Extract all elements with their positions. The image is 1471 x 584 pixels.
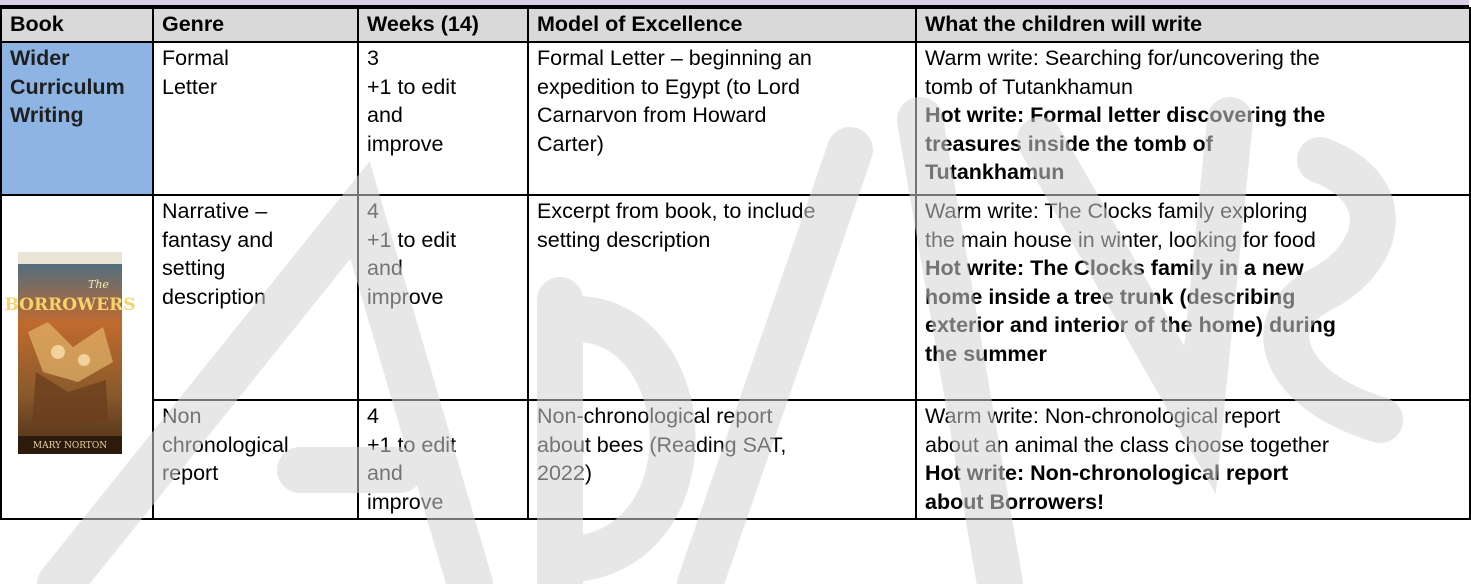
hot-write: Hot write: Non-chronological report about Borrowers! (925, 461, 1289, 514)
table-header-row (1, 8, 1470, 42)
genre-cell: Non chronological report (153, 400, 358, 519)
writing-plan-table (0, 7, 1471, 520)
write-cell (916, 42, 1470, 195)
genre-cell: Formal Letter (153, 42, 358, 195)
hot-write: Hot write: Formal letter discovering the treasures inside the tomb of Tutankhamun (925, 103, 1326, 184)
borrowers-book-cover-image (4, 252, 136, 454)
weeks-cell: 3 +1 to edit and improve (358, 42, 528, 195)
cover-the: The (88, 278, 109, 292)
warm-write: Warm write: Non-chronological report about an animal the class choose together (925, 404, 1329, 457)
warm-write: Warm write: Searching for/uncovering the tomb of Tutankhamun (925, 46, 1320, 99)
cover-author: MARY NORTON (32, 441, 108, 452)
cover-title: BORROWERS (4, 295, 136, 316)
table-row (1, 42, 1470, 195)
header-model: Model of Excellence (528, 8, 916, 42)
genre-cell: Narrative – fantasy and setting description (153, 195, 358, 400)
header-book: Book (1, 8, 153, 42)
write-cell (916, 195, 1470, 400)
book-cover-cell (1, 195, 153, 519)
header-children-write: What the children will write (916, 8, 1470, 42)
wider-curriculum-cell: Wider Curriculum Writing (1, 42, 153, 195)
hot-write: Hot write: The Clocks family in a new home inside a tree trunk (describing exterior and interior of the home) during the summer (925, 256, 1336, 366)
weeks-cell: 4 +1 to edit and improve (358, 400, 528, 519)
model-cell: Non-chronological report about bees (Reading SAT, 2022) (528, 400, 916, 519)
header-genre: Genre (153, 8, 358, 42)
model-cell: Excerpt from book, to include setting description (528, 195, 916, 400)
warm-write: Warm write: The Clocks family exploring the main house in winter, looking for food (925, 199, 1316, 252)
table-row (1, 195, 1470, 400)
write-cell (916, 400, 1470, 519)
header-weeks: Weeks (14) (358, 8, 528, 42)
weeks-cell: 4 +1 to edit and improve (358, 195, 528, 400)
top-band (0, 0, 1469, 7)
model-cell: Formal Letter – beginning an expedition to Egypt (to Lord Carnarvon from Howard Carter) (528, 42, 916, 195)
table-row (1, 400, 1470, 519)
